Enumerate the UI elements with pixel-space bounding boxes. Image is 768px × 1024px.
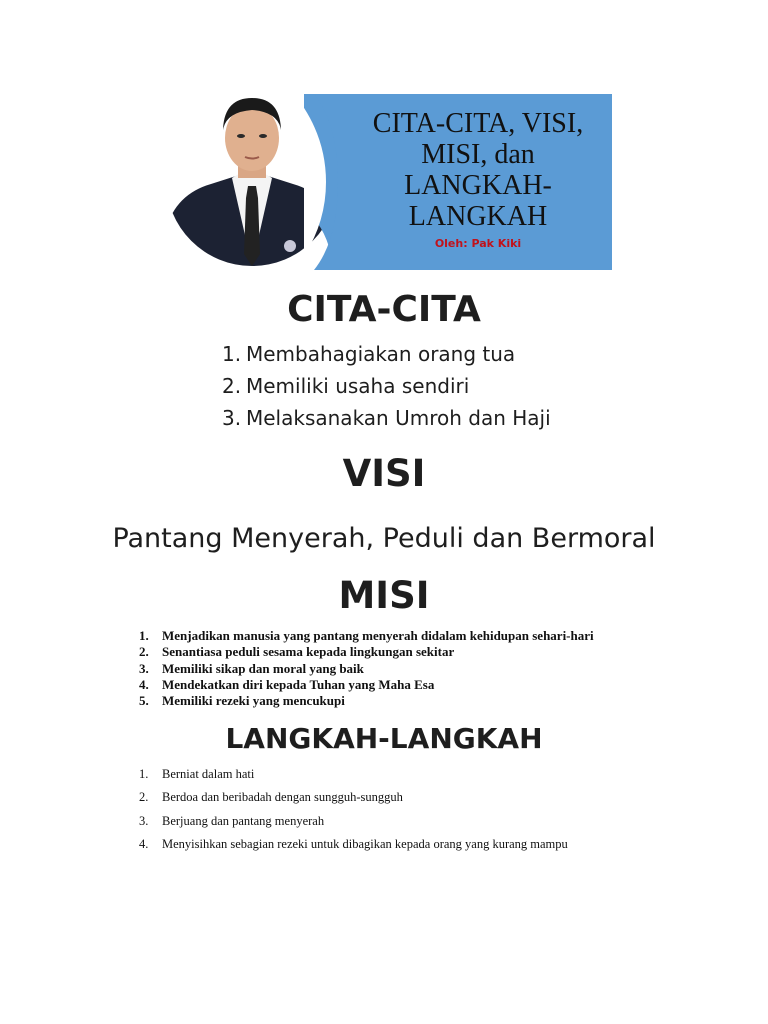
misi-heading: MISI bbox=[338, 574, 430, 617]
list-item: 3. Melaksanakan Umroh dan Haji bbox=[222, 406, 551, 430]
list-item: 5. Memiliki rezeki yang mencukupi bbox=[139, 693, 345, 709]
list-item: 3. Memiliki sikap dan moral yang baik bbox=[139, 660, 364, 676]
list-item: 1. Membahagiakan orang tua bbox=[222, 342, 516, 366]
langkah-heading: LANGKAH-LANGKAH bbox=[225, 722, 543, 755]
banner-title: CITA-CITA, VISI, MISI, dan LANGKAH- LANGKAH bbox=[372, 108, 584, 232]
list-item: 2. Senantiasa peduli sesama kepada lingkungan sekitar bbox=[139, 644, 455, 660]
misi-list bbox=[139, 628, 594, 709]
visi-text: Pantang Menyerah, Peduli dan Bermoral bbox=[112, 523, 656, 554]
list-item: 1. Berniat dalam hati bbox=[139, 767, 255, 781]
list-item: 4. Mendekatkan diri kepada Tuhan yang Maha Esa bbox=[139, 676, 435, 692]
list-item: 1. Menjadikan manusia yang pantang menyerah didalam kehidupan sehari-hari bbox=[139, 628, 594, 643]
title-banner bbox=[304, 94, 612, 270]
list-item: 4. Menyisihkan sebagian rezeki untuk dibagikan kepada orang yang kurang mampu bbox=[139, 836, 568, 851]
list-item: 3. Berjuang dan pantang menyerah bbox=[139, 813, 325, 828]
langkah-list bbox=[139, 763, 568, 856]
cita-heading: CITA-CITA bbox=[287, 289, 481, 330]
visi-heading: VISI bbox=[342, 452, 426, 495]
banner-author: Oleh: Pak Kiki bbox=[434, 237, 522, 250]
list-item: 2. Berdoa dan beribadah dengan sungguh-sungguh bbox=[139, 790, 403, 805]
header-banner bbox=[166, 94, 612, 270]
cita-list bbox=[222, 338, 551, 434]
list-item: 2. Memiliki usaha sendiri bbox=[222, 374, 470, 398]
